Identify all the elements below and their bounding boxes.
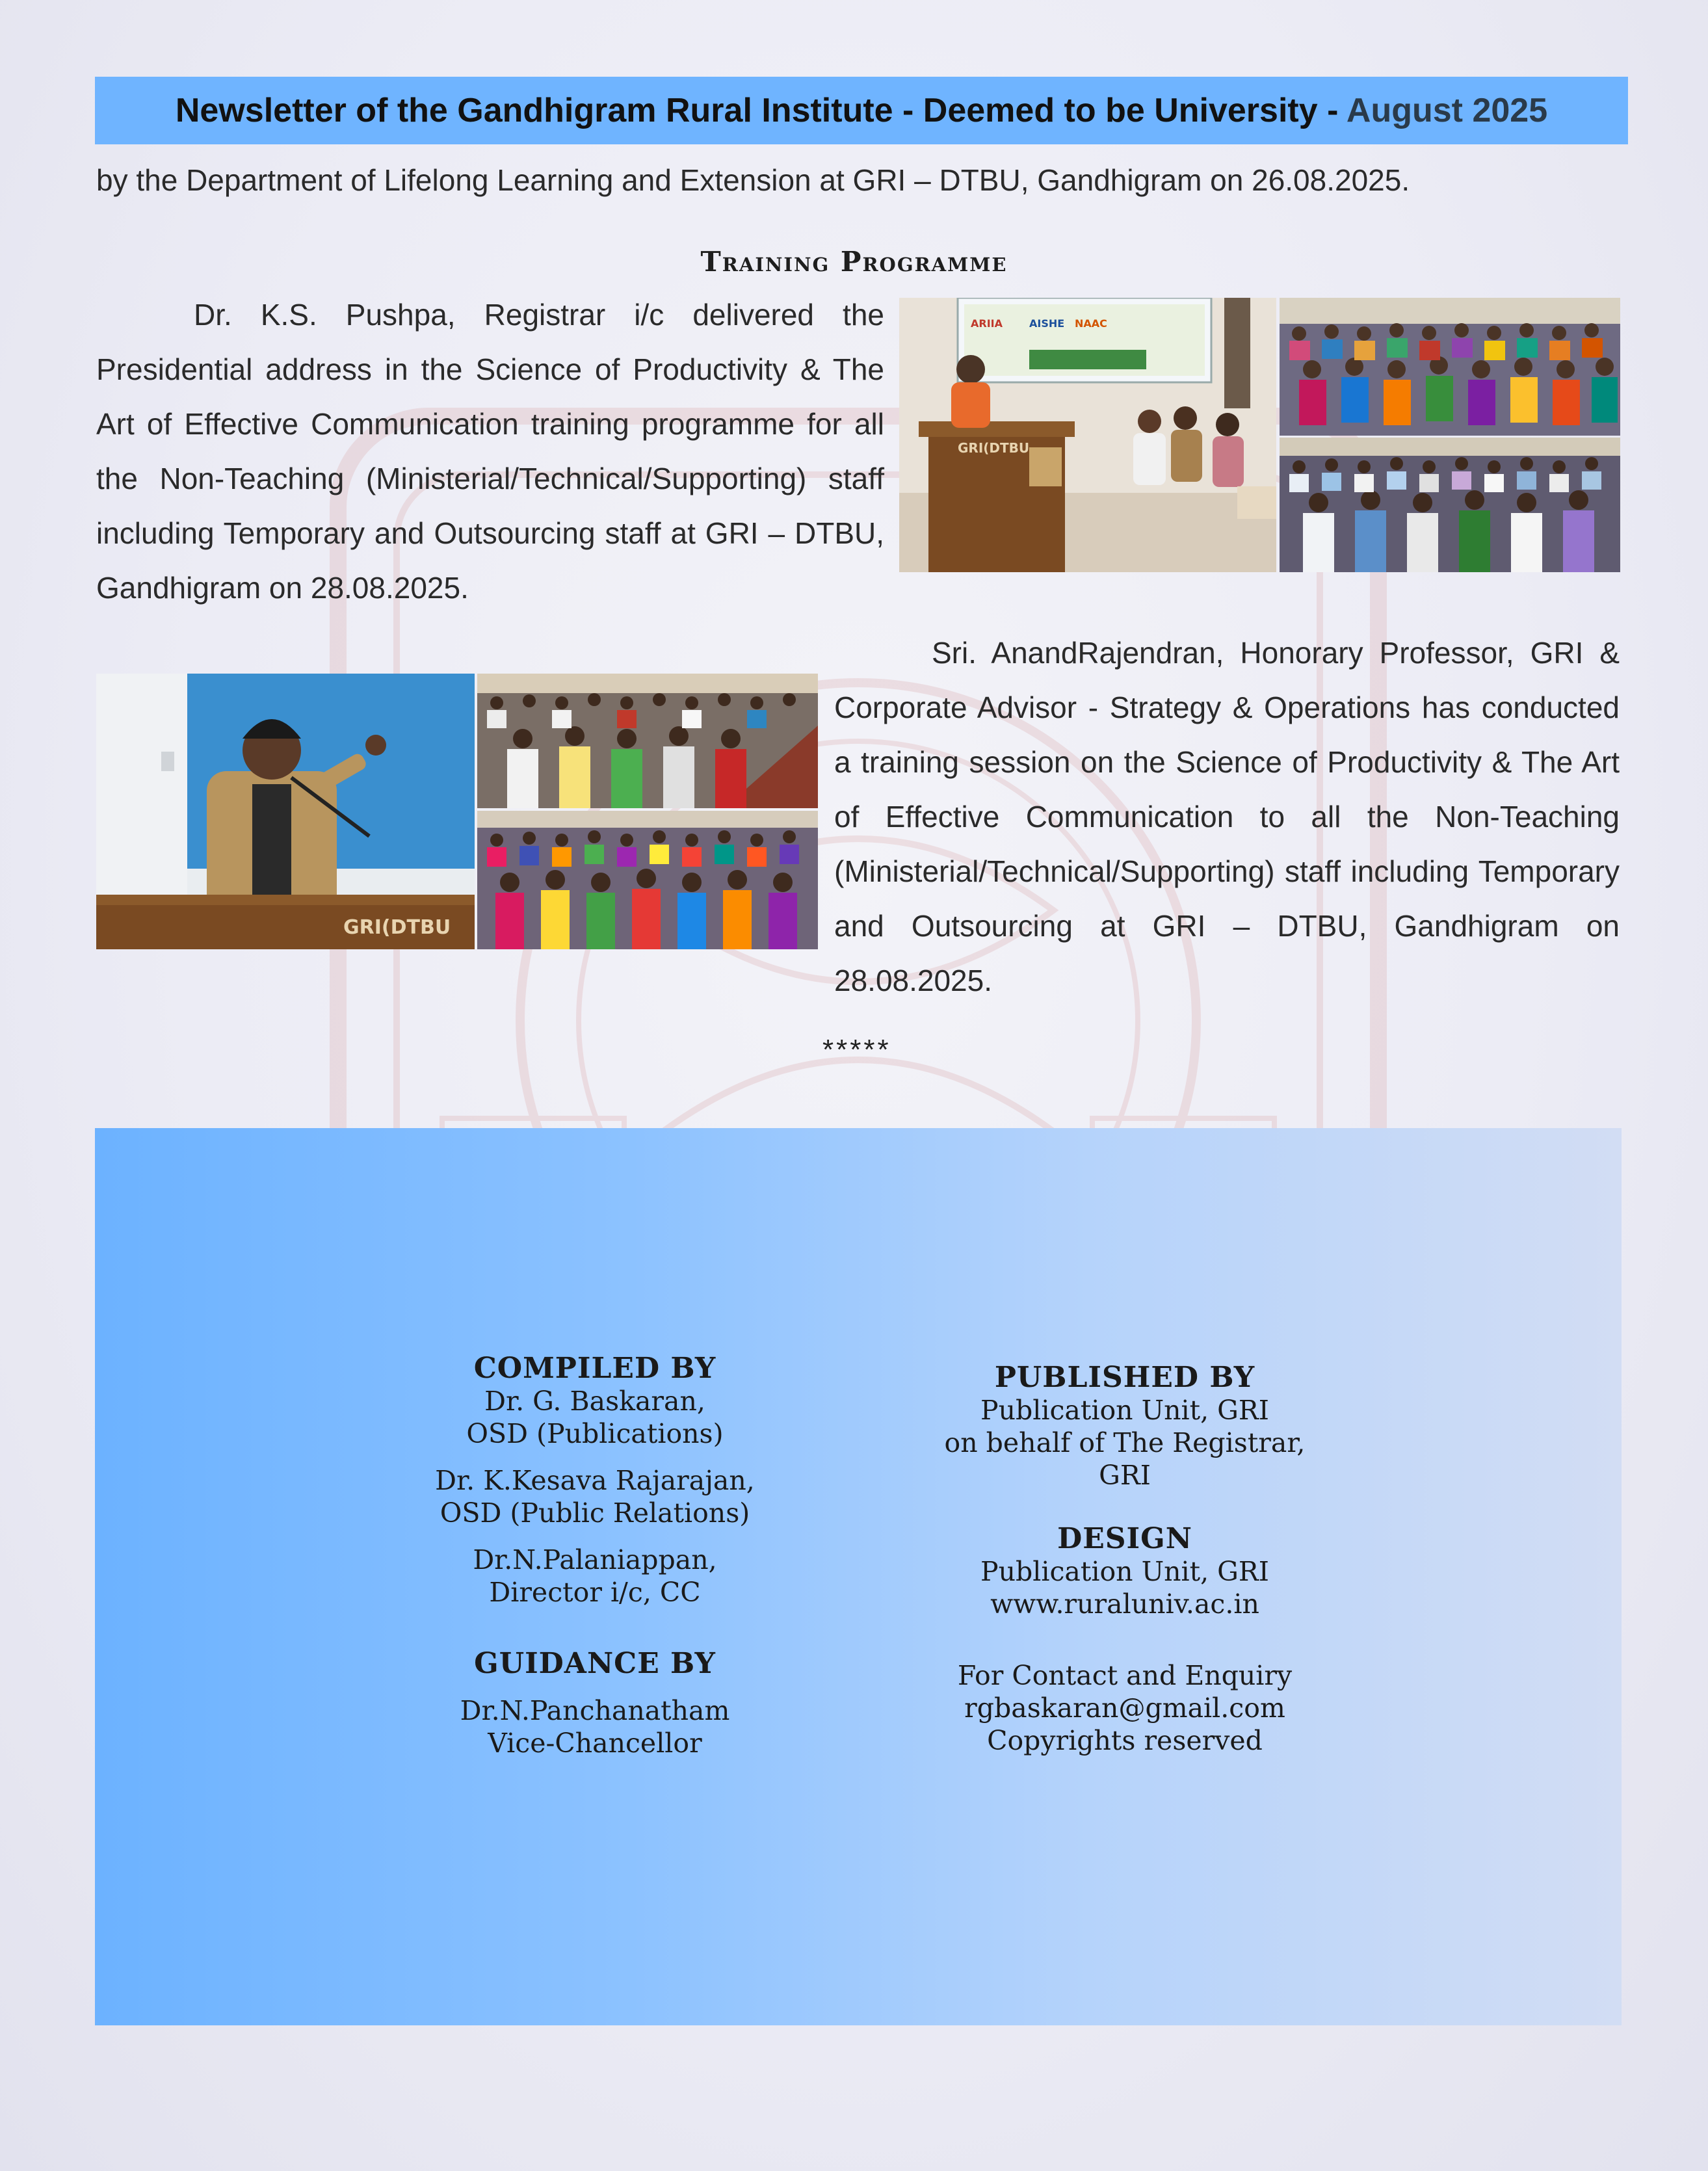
photo-audience-women-front — [477, 811, 818, 949]
copyright-line: Copyrights reserved — [987, 1725, 1263, 1756]
paragraph-registrar-address: Dr. K.S. Pushpa, Registrar i/c delivered the Presidential address in the Science of Productivity & The Art of Effective Communication training programme for all the Non-Teaching (Ministerial/Technical/Supporting) staff including Temporary and Outsourcing staff at GRI – DTBU, Gandhigram on 28.08.2025. — [96, 298, 884, 605]
guidance-role: Vice-Chancellor — [488, 1728, 702, 1759]
section-separator: ***** — [822, 1034, 891, 1066]
compiler-name: Dr. G. Baskaran, — [484, 1386, 705, 1417]
compiled-by-heading: COMPILED BY — [473, 1352, 716, 1385]
screen-logo-aishe: AISHE — [1029, 317, 1065, 330]
compiler-name: Dr. K.Kesava Rajarajan, — [435, 1465, 755, 1496]
compiler-role: Director i/c, CC — [489, 1577, 701, 1608]
newsletter-title: Newsletter of the Gandhigram Rural Institute - Deemed to be University - August 2025 — [175, 92, 1548, 129]
design-line: Publication Unit, GRI — [980, 1556, 1269, 1587]
contact-email-link[interactable]: rgbaskaran@gmail.com — [964, 1692, 1285, 1724]
photo-audience-men-rows — [1280, 438, 1620, 572]
guidance-name: Dr.N.Panchanatham — [460, 1695, 730, 1726]
publisher-line: Publication Unit, GRI — [980, 1395, 1269, 1426]
photo-audience-women-rows — [1280, 298, 1620, 436]
compiler-name: Dr.N.Palaniappan, — [473, 1544, 717, 1575]
contact-line: For Contact and Enquiry — [957, 1660, 1293, 1691]
screen-logo-ariia: ARIIA — [971, 317, 1003, 330]
photo-registrar-at-podium — [899, 298, 1276, 572]
credits-right-column — [904, 1362, 1346, 1757]
podium-label: GRI(DTBU — [958, 440, 1030, 456]
publisher-line: on behalf of The Registrar, — [944, 1427, 1306, 1458]
continued-lead-line: by the Department of Lifelong Learning and Extension at GRI – DTBU, Gandhigram on 26.08.2025. — [96, 163, 1410, 197]
newsletter-header-bar — [95, 77, 1628, 144]
design-heading: DESIGN — [1057, 1522, 1192, 1555]
published-by-heading: PUBLISHED BY — [994, 1361, 1255, 1394]
publisher-line: GRI — [1099, 1460, 1151, 1491]
photo-audience-staff-front — [477, 674, 818, 808]
podium-label: GRI(DTBU — [343, 916, 451, 939]
compiler-role: OSD (Public Relations) — [440, 1497, 750, 1529]
newsletter-date: August 2025 — [1346, 92, 1548, 129]
screen-logo-naac: NAAC — [1075, 317, 1107, 330]
photo-speaker-at-podium — [96, 674, 475, 949]
website-link[interactable]: www.ruraluniv.ac.in — [990, 1588, 1259, 1620]
compiler-role: OSD (Publications) — [466, 1418, 724, 1449]
credits-left-column — [397, 1352, 793, 1759]
section-heading: Training Programme — [700, 246, 1008, 278]
paragraph-speaker-session: Sri. AnandRajendran, Honorary Professor, GRI & Corporate Advisor - Strategy & Operations has conducted a training session on the Science of Productivity & The Art of Effective Communication to all the Non-Teaching (Ministerial/Technical/Supporting) staff including Temporary and Outsourcing at GRI – DTBU, Gandhigram on 28.08.2025. — [834, 636, 1620, 997]
guidance-by-heading: GUIDANCE BY — [474, 1647, 716, 1680]
credits-panel — [95, 1128, 1622, 2025]
